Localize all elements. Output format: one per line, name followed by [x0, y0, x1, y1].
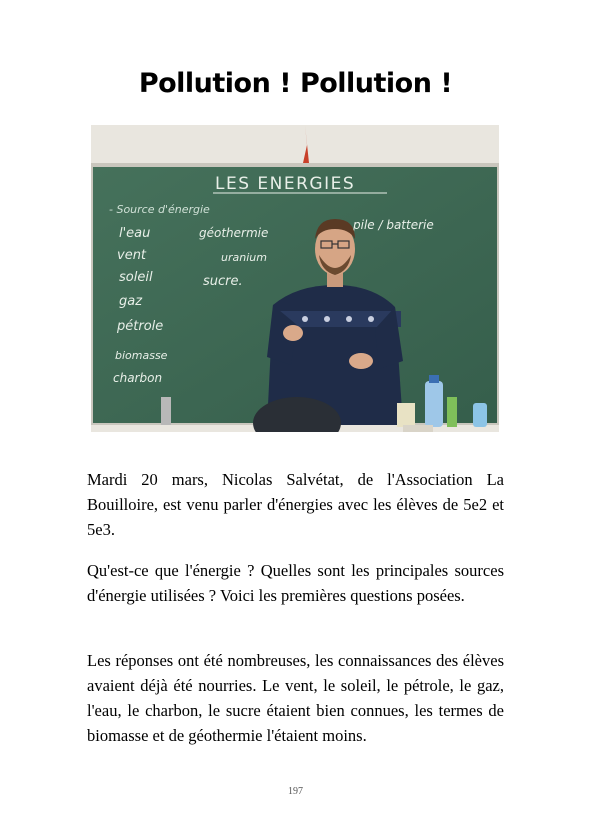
- page-title: Pollution ! Pollution !: [138, 68, 453, 99]
- board-item: sucre.: [203, 274, 243, 289]
- board-item: charbon: [113, 371, 163, 385]
- paragraph: Qu'est-ce que l'énergie ? Quelles sont les principales sources d'énergie utilisées ? Voici les premières questions posées.: [87, 561, 504, 605]
- board-item: soleil: [119, 270, 153, 285]
- page-number: 197: [288, 786, 303, 797]
- classroom-photo: [91, 125, 499, 432]
- paragraph: Mardi 20 mars, Nicolas Salvétat, de l'Association La Bouilloire, est venu parler d'énergies avec les élèves de 5e2 et 5e3.: [87, 470, 504, 539]
- board-item: pile / batterie: [353, 218, 434, 232]
- board-subtitle: - Source d'énergie: [109, 203, 210, 216]
- board-item: biomasse: [115, 349, 168, 362]
- board-item: vent: [117, 248, 147, 263]
- paragraph: Les réponses ont été nombreuses, les connaissances des élèves avaient déjà été nourries. Le vent, le soleil, le pétrole, le gaz, l'eau, le charbon, le sucre étaient bien connues, les termes de biomasse et de géothermie l'étaient moins.: [87, 651, 504, 745]
- board-item: géothermie: [199, 226, 269, 240]
- board-item: pétrole: [117, 319, 164, 334]
- board-item: uranium: [221, 251, 267, 264]
- board-item: gaz: [119, 294, 143, 309]
- board-heading: LES ENERGIES: [215, 174, 356, 194]
- board-item: l'eau: [119, 226, 151, 241]
